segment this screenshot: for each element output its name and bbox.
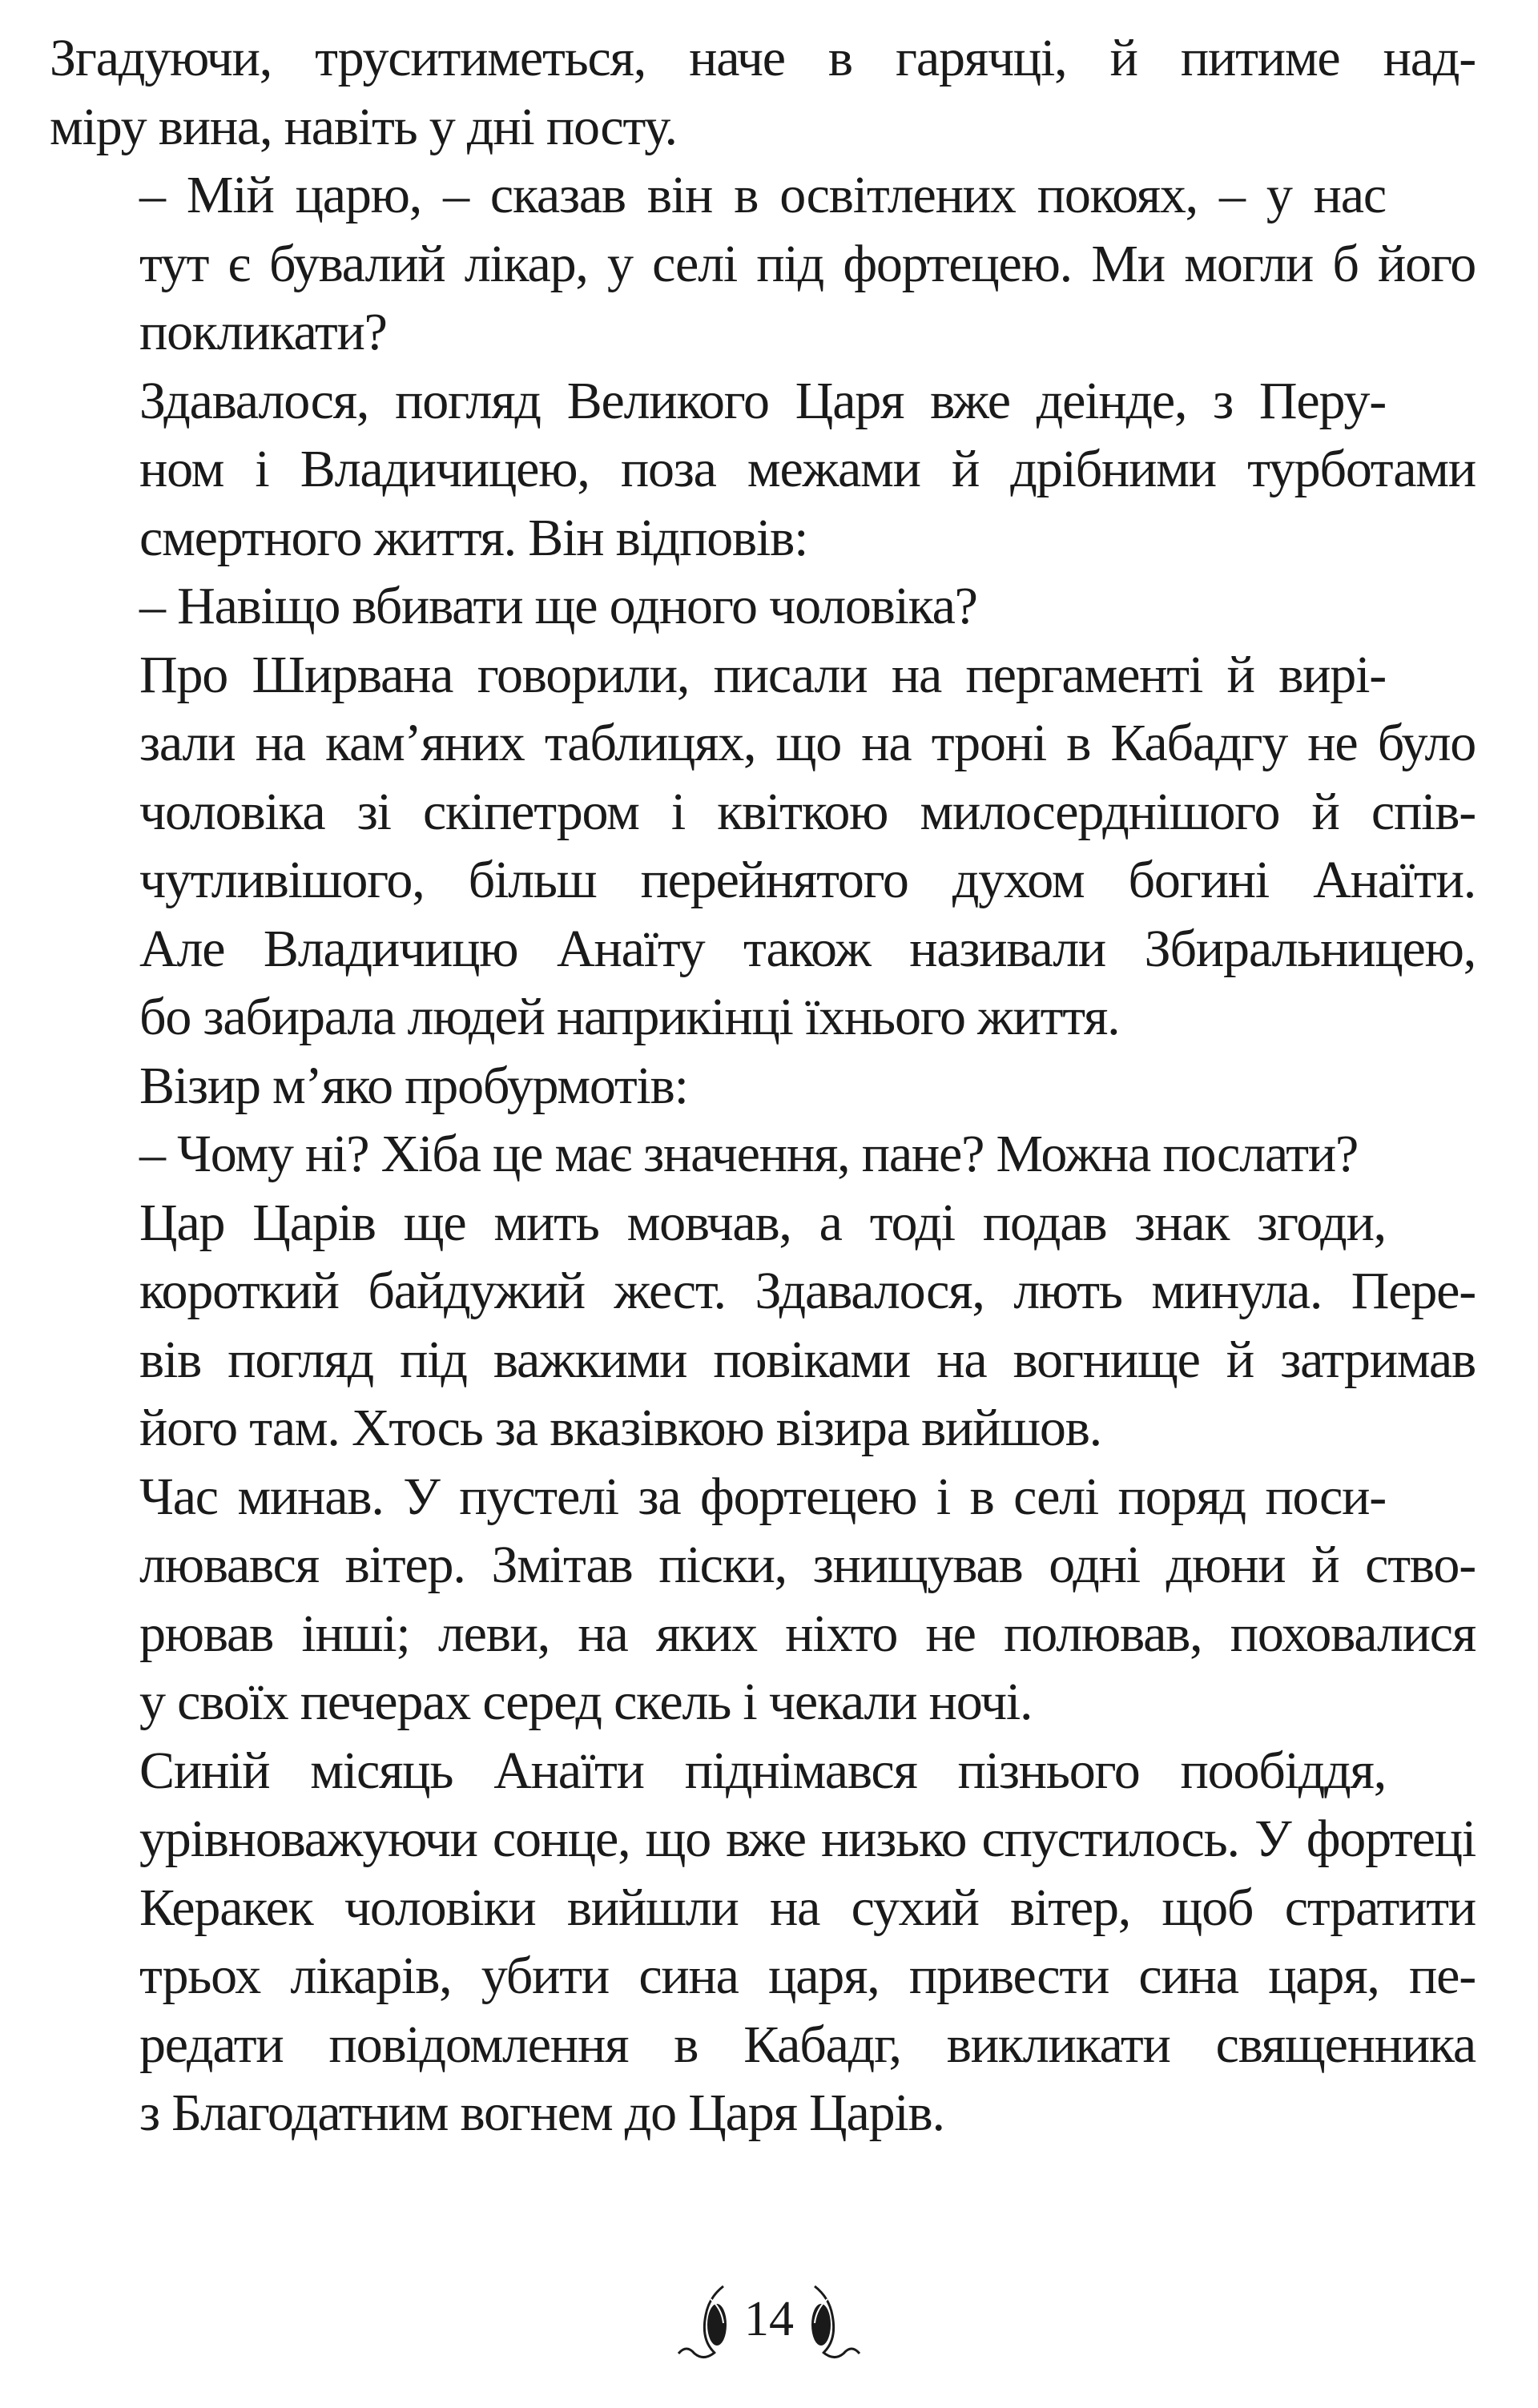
page-footer [0,2275,1538,2363]
paragraph [50,1463,1476,1737]
text-line: з Благодатним вогнем до Царя Царів. [139,2084,944,2142]
text-line: лювався вітер. Змітав піски, знищував одні дюни й ство- [139,1536,1476,1594]
paragraph [50,24,1476,161]
paragraph [50,641,1476,1052]
floral-ornament-right-icon [805,2275,861,2363]
text-line: Згадуючи, труситиметься, наче в гарячці, й питиме над- [50,29,1476,87]
text-line: – Чому ні? Хіба це має значення, пане? Можна послати? [139,1125,1359,1183]
text-line: міру вина, навіть у дні посту. [50,97,677,156]
text-line: урівноважуючи сонце, що вже низько спустилось. У фортеці [139,1810,1476,1868]
floral-ornament-left-icon [677,2275,733,2363]
paragraph [50,572,1476,641]
text-line: Цар Царів ще мить мовчав, а тоді подав знак згоди, [139,1193,1386,1252]
text-line: у своїх печерах серед скель і чекали ночі. [139,1673,1033,1731]
text-line: бо забирала людей наприкінці їхнього життя. [139,988,1120,1046]
text-line: Про Ширвана говорили, писали на пергаменті й вирі- [139,645,1386,704]
text-line: вів погляд під важкими повіками на вогнище й затримав [139,1330,1476,1389]
text-line: його там. Хтось за вказівкою візира вийшов. [139,1399,1101,1457]
text-line: рював інші; леви, на яких ніхто не полював, поховалися [139,1604,1476,1663]
text-line: Час минав. У пустелі за фортецею і в селі поряд поси- [139,1467,1386,1526]
text-line: Візир м’яко пробурмотів: [139,1056,688,1115]
text-line: чутливішого, більш перейнятого духом богині Анаїти. [139,851,1476,909]
text-line: тут є бувалий лікар, у селі під фортецею. Ми могли б його [139,234,1476,293]
text-line: Але Владичицю Анаїту також називали Збиральницею, [139,919,1476,978]
paragraph [50,1737,1476,2148]
text-line: редати повідомлення в Кабадг, викликати священника [139,2015,1476,2074]
text-line: зали на кам’яних таблицях, що на троні в Кабадгу не було [139,714,1476,772]
text-line: чоловіка зі скіпетром і квіткою милосерднішого й спів- [139,782,1476,841]
text-line: Керакек чоловіки вийшли на сухий вітер, щоб стратити [139,1878,1476,1937]
book-page-text [50,24,1476,2148]
paragraph [50,1189,1476,1463]
paragraph [50,161,1476,367]
paragraph [50,1120,1476,1189]
paragraph [50,367,1476,573]
text-line: короткий байдужий жест. Здавалося, лють минула. Пере- [139,1262,1476,1320]
text-line: ном і Владичицею, поза межами й дрібними турботами [139,440,1476,498]
text-line: покликати? [139,303,387,361]
text-line: – Навіщо вбивати ще одного чоловіка? [139,577,977,635]
text-line: Здавалося, погляд Великого Царя вже деінде, з Перу- [139,371,1386,430]
paragraph [50,1052,1476,1121]
page-number: 14 [744,2292,794,2346]
text-line: трьох лікарів, убити сина царя, привести сина царя, пе- [139,1947,1476,2005]
text-line: Синій місяць Анаїти піднімався пізнього пообіддя, [139,1741,1386,1800]
text-line: смертного життя. Він відповів: [139,508,808,567]
text-line: – Мій царю, – сказав він в освітлених покоях, – у нас [139,166,1386,224]
